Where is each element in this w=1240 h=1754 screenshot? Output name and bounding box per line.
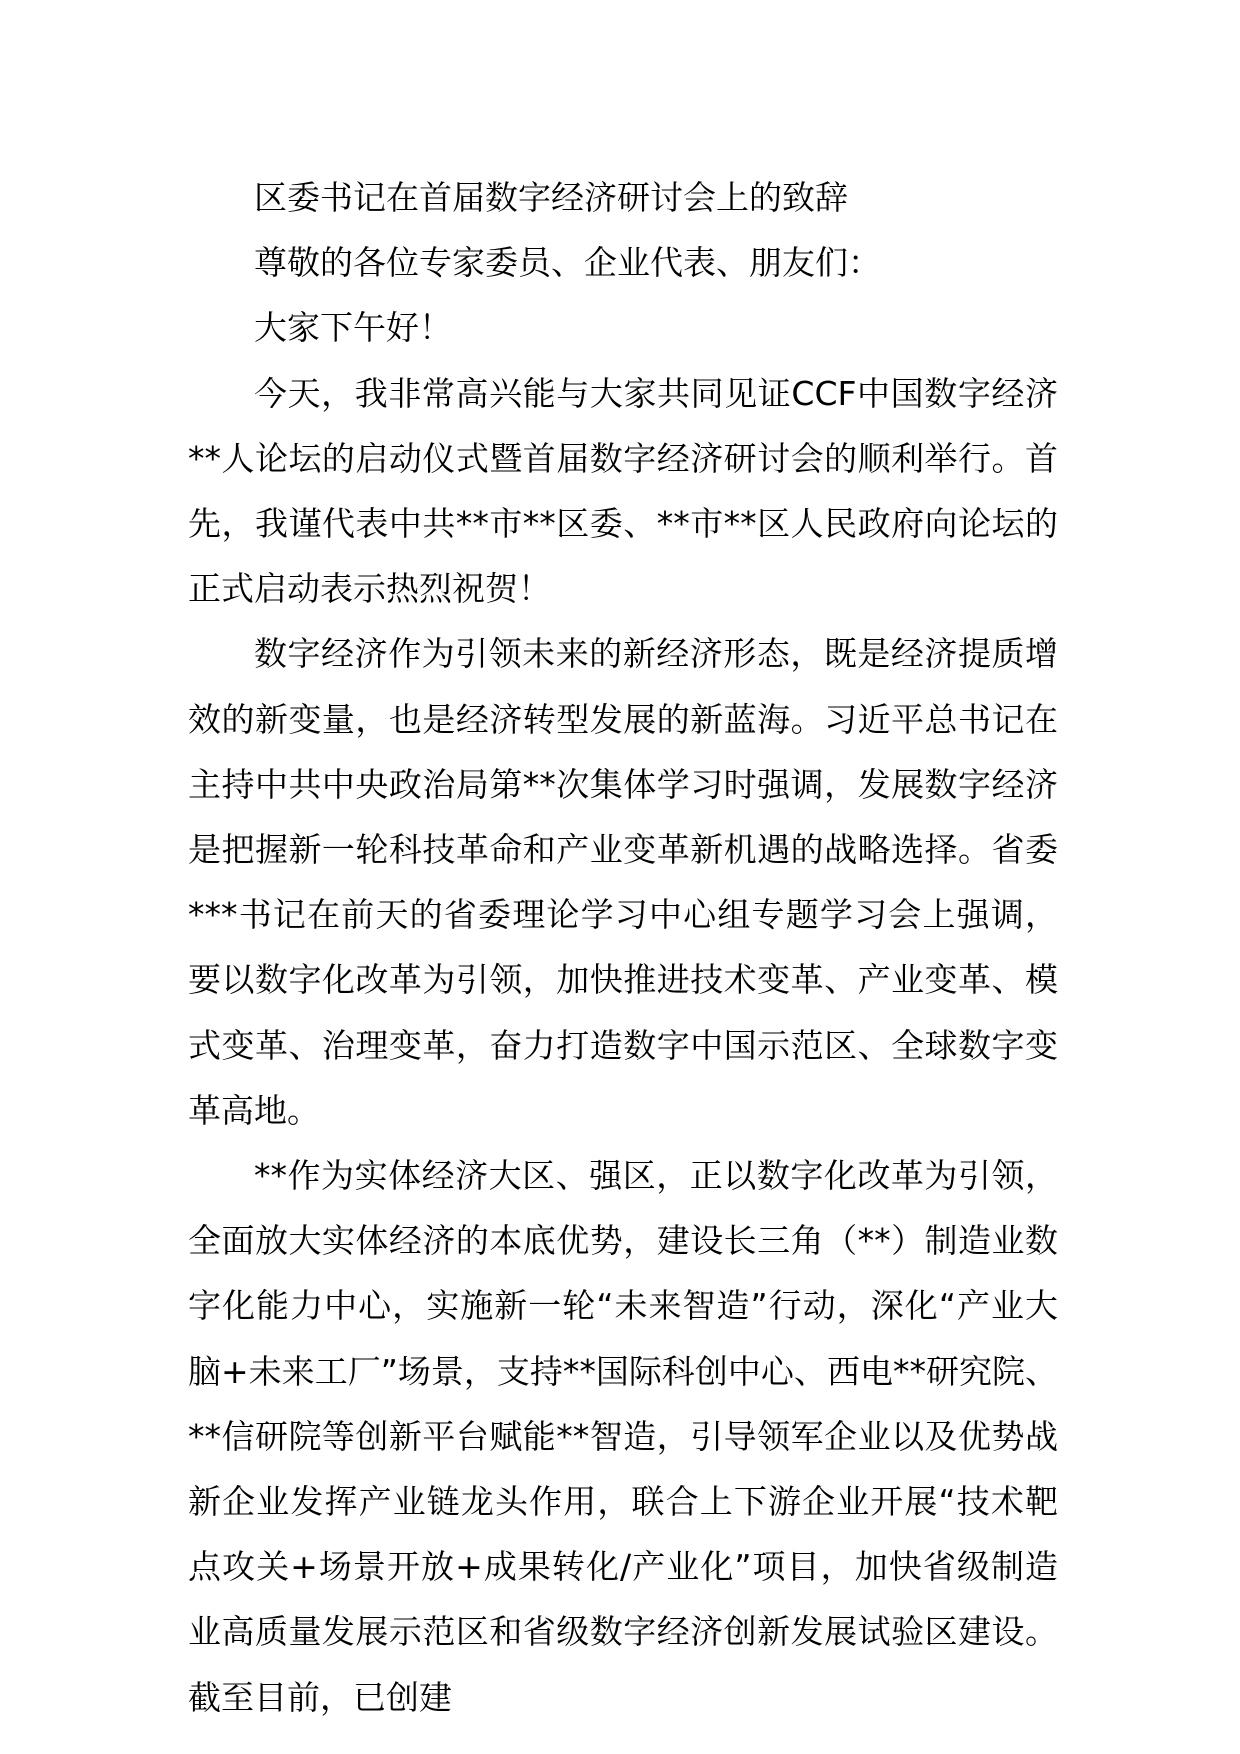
greeting: 大家下午好！: [254, 308, 452, 348]
salutation: 尊敬的各位专家委员、企业代表、朋友们：: [254, 243, 881, 283]
document-title: 区委书记在首届数字经济研讨会上的致辞: [254, 178, 848, 217]
body-paragraph: **作为实体经济大区、强区，正以数字化改革为引领，全面放大实体经济的本底优势，建设长三角（**）制造业数字化能力中心，实施新一轮“未来智造”行动，深化“产业大脑+未来工厂”场景，支持**国际科创中心、西电**研究院、**信研院等创新平台赋能**智造，引导领军企业以及优势战新企业发挥产业链龙头作用，联合上下游企业开展“技术靶点攻关+场景开放+成果转化/产业化”项目，加快省级制造业高质量发展示范区和省级数字经济创新发展试验区建设。截至目前，已创建: [188, 1156, 1058, 1717]
document-body: [188, 165, 1058, 1730]
body-paragraph: 今天，我非常高兴能与大家共同见证CCF中国数字经济**人论坛的启动仪式暨首届数字经济研讨会的顺利举行。首先，我谨代表中共**市**区委、**市**区人民政府向论坛的正式启动表示热烈祝贺！: [188, 373, 1058, 609]
body-paragraph: 数字经济作为引领未来的新经济形态，既是经济提质增效的新变量，也是经济转型发展的新蓝海。习近平总书记在主持中共中央政治局第**次集体学习时强调，发展数字经济是把握新一轮科技革命和产业变革新机遇的战略选择。省委***书记在前天的省委理论学习中心组专题学习会上强调，要以数字化改革为引领，加快推进技术变革、产业变革、模式变革、治理变革，奋力打造数字中国示范区、全球数字变革高地。: [188, 634, 1058, 1130]
